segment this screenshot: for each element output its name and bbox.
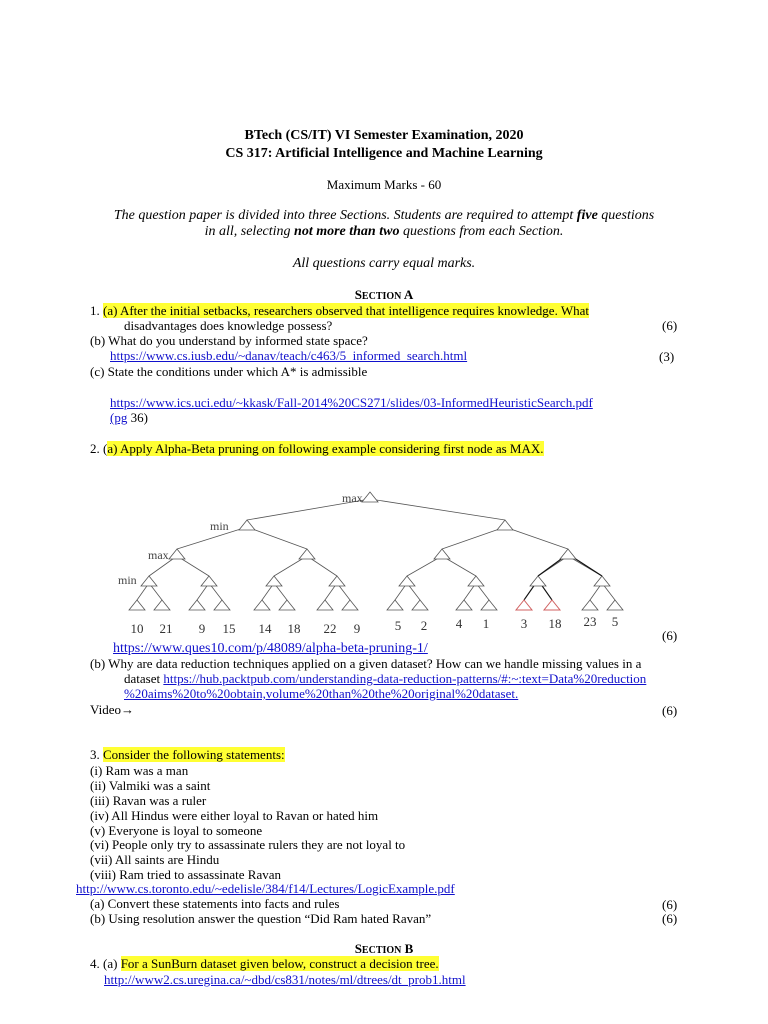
q1-b-marks: (3) [659,349,675,364]
q2-a: 2. (a) Apply Alpha-Beta pruning on following example considering first node as MAX. [90,441,544,456]
leaf-value: 21 [159,621,173,636]
q3-b: (b) Using resolution answer the question “Did Ram hated Ravan” [90,911,432,926]
leaf-value: 18 [548,616,562,631]
q3-statement: (vii) All saints are Hindu [90,852,220,867]
q3-a-marks: (6) [662,897,678,912]
leaf-value: 10 [130,621,144,636]
q2-video: Video→ [90,702,134,717]
leaf-value: 1 [482,616,490,631]
leaf-value: 9 [353,621,361,636]
q3-a: (a) Convert these statements into facts and rules [90,896,340,911]
q2-b-cont: dataset https://hub.packtpub.com/understanding-data-reduction-patterns/#:~:text=Data%20reduction [124,671,647,686]
q4-a: 4. (a) For a SunBurn dataset given below, construct a decision tree. [90,956,439,971]
leaf-value: 9 [198,621,206,636]
leaf-value: 15 [222,621,236,636]
q1-c-link[interactable]: https://www.ics.uci.edu/~kkask/Fall-2014%20CS271/slides/03-InformedHeuristicSearch.pdf [110,395,593,410]
q2-b-link-cont[interactable]: %20aims%20to%20obtain,volume%20than%20the%20original%20dataset. [124,686,519,701]
leaf-value: 18 [287,621,301,636]
course-title: CS 317: Artificial Intelligence and Machine Learning [225,146,543,161]
game-tree-diagram [112,480,634,642]
leaf-value: 23 [583,614,597,629]
q3-statement: (vi) People only try to assassinate rulers they are not loyal to [90,837,406,852]
leaf-value: 5 [394,618,402,633]
q2-b-link[interactable]: https://hub.packtpub.com/understanding-data-reduction-patterns/#:~:text=Data%20reduction [163,671,647,686]
q3-statement: (ii) Valmiki was a saint [90,778,211,793]
leaf-value: 3 [520,616,528,631]
leaf-value: 5 [611,614,619,629]
leaf-value: 4 [455,616,463,631]
leaf-value: 14 [258,621,272,636]
instructions-line-1: The question paper is divided into three Sections. Students are required to attempt five questions [113,208,655,223]
q1-b-link[interactable]: https://www.cs.iusb.edu/~danav/teach/c463/5_informed_search.html [110,348,468,363]
max-marks: Maximum Marks - 60 [326,177,442,192]
leaf-value: 22 [323,621,337,636]
exam-title: BTech (CS/IT) VI Semester Examination, 2020 [244,128,524,143]
tree-label-min: min [210,519,229,533]
tree-label-min-2: min [118,573,137,587]
q3-statement: (i) Ram was a man [90,763,189,778]
section-a-heading: SECTION A [354,287,414,302]
q2-b: (b) Why are data reduction techniques applied on a given dataset? How can we handle missing values in a [90,656,642,671]
q4-link[interactable]: http://www2.cs.uregina.ca/~dbd/cs831/notes/ml/dtrees/dt_prob1.html [104,972,466,987]
q1-a: 1. (a) After the initial setbacks, researchers observed that intelligence requires knowledge. What [90,303,589,318]
q3-heading: 3. Consider the following statements: [90,747,285,762]
q2-a-marks: (6) [662,628,678,643]
q3-statement: (v) Everyone is loyal to someone [90,823,263,838]
tree-label-max: max [342,491,363,505]
instructions-line-2: in all, selecting not more than two questions from each Section. [204,224,564,239]
q2-a-link[interactable]: https://www.ques10.com/p/48089/alpha-beta-pruning-1/ [113,641,428,656]
q3-b-marks: (6) [662,911,678,926]
leaf-value: 2 [420,618,428,633]
q1-a-marks: (6) [662,318,678,333]
instructions-line-3: All questions carry equal marks. [292,256,476,271]
q3-statement: (iv) All Hindus were either loyal to Ravan or hated him [90,808,379,823]
tree-label-max-2: max [148,548,169,562]
q1-b: (b) What do you understand by informed state space? [90,333,368,348]
q2-b-marks: (6) [662,703,678,718]
q3-statement: (iii) Ravan was a ruler [90,793,207,808]
q3-statement: (viii) Ram tried to assassinate Ravan [90,867,281,882]
q1-c-page-link[interactable]: (pg [110,410,128,425]
section-b-heading: SECTION B [354,941,414,956]
q1-c-page: (pg 36) [110,410,148,425]
q1-a-cont: disadvantages does knowledge possess? [124,318,333,333]
q1-c: (c) State the conditions under which A* is admissible [90,364,368,379]
q3-link[interactable]: http://www.cs.toronto.edu/~edelisle/384/f14/Lectures/LogicExample.pdf [76,881,455,896]
